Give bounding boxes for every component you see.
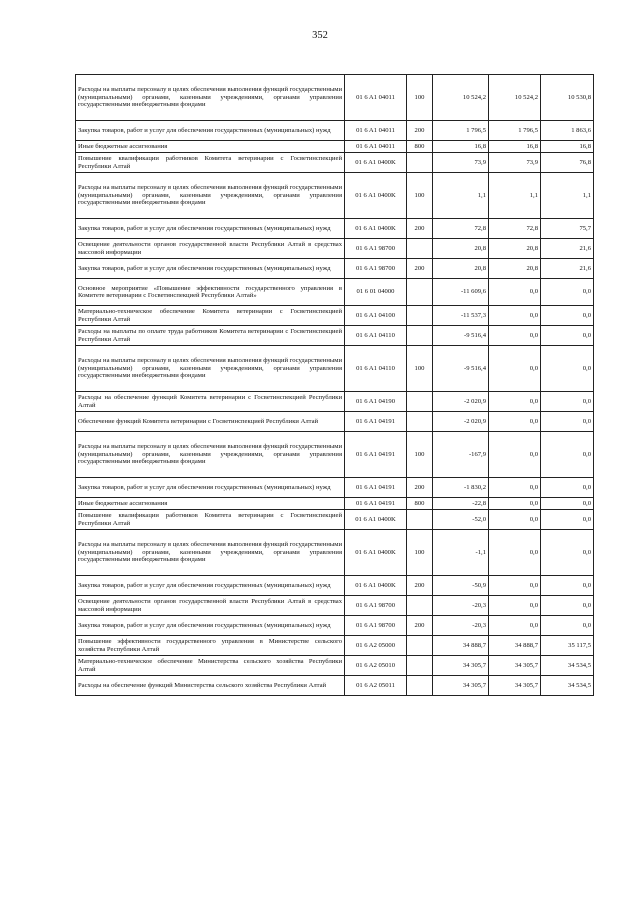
table-cell-expense-type: 100 bbox=[407, 75, 433, 121]
table-cell-name: Закупка товаров, работ и услуг для обеспечения государственных (муниципальных) нужд bbox=[76, 576, 345, 596]
table-cell-amount-1: -2 020,9 bbox=[433, 412, 489, 432]
table-cell-name: Освещение деятельности органов государственной власти Республики Алтай в средствах массовой информации bbox=[76, 239, 345, 259]
table-cell-amount-2: 0,0 bbox=[489, 530, 541, 576]
table-cell-amount-3: 34 534,5 bbox=[541, 676, 594, 696]
table-cell-amount-1: -2 020,9 bbox=[433, 392, 489, 412]
table-cell-expense-type: 100 bbox=[407, 432, 433, 478]
table-cell-amount-3: 1,1 bbox=[541, 173, 594, 219]
table-cell-code: 01 6 A1 0400K bbox=[345, 153, 407, 173]
table-cell-amount-1: 1,1 bbox=[433, 173, 489, 219]
table-cell-name: Расходы на обеспечение функций Министерства сельского хозяйства Республики Алтай bbox=[76, 676, 345, 696]
table-row bbox=[76, 616, 594, 636]
table-cell-amount-3: 0,0 bbox=[541, 306, 594, 326]
table-cell-amount-3: 0,0 bbox=[541, 530, 594, 576]
table-cell-expense-type bbox=[407, 412, 433, 432]
table-cell-code: 01 6 A1 04191 bbox=[345, 432, 407, 478]
table-row bbox=[76, 306, 594, 326]
table-cell-amount-3: 35 117,5 bbox=[541, 636, 594, 656]
table-cell-amount-2: 10 524,2 bbox=[489, 75, 541, 121]
table-row bbox=[76, 219, 594, 239]
table-cell-code: 01 6 A1 04191 bbox=[345, 478, 407, 498]
table-cell-amount-2: 0,0 bbox=[489, 576, 541, 596]
table-row bbox=[76, 576, 594, 596]
table-cell-name: Повышение квалификации работников Комитета ветеринарии с Госветинспекцией Республики Алтай bbox=[76, 510, 345, 530]
table-cell-name: Расходы на выплаты по оплате труда работников Комитета ветеринарии с Госветинспекцией Республики Алтай bbox=[76, 326, 345, 346]
table-cell-expense-type: 200 bbox=[407, 121, 433, 141]
table-cell-amount-3: 0,0 bbox=[541, 432, 594, 478]
table-cell-code: 01 6 A1 04110 bbox=[345, 346, 407, 392]
table-cell-amount-1: -20,3 bbox=[433, 616, 489, 636]
table-cell-amount-3: 21,6 bbox=[541, 239, 594, 259]
table-cell-amount-2: 16,8 bbox=[489, 141, 541, 153]
table-cell-amount-1: -11 609,6 bbox=[433, 279, 489, 306]
table-cell-amount-1: -167,9 bbox=[433, 432, 489, 478]
table-cell-code: 01 6 01 04000 bbox=[345, 279, 407, 306]
table-cell-amount-3: 0,0 bbox=[541, 510, 594, 530]
table-cell-name: Расходы на выплаты персоналу в целях обеспечения выполнения функций государственными (муниципальными) органами, казенными учреждениями, органами управления государственными внебюджетными фондами bbox=[76, 530, 345, 576]
table-cell-code: 01 6 A1 04011 bbox=[345, 75, 407, 121]
table-cell-code: 01 6 A2 05011 bbox=[345, 676, 407, 696]
table-cell-name: Обеспечение функций Комитета ветеринарии с Госветинспекцией Республики Алтай bbox=[76, 412, 345, 432]
table-cell-amount-3: 0,0 bbox=[541, 616, 594, 636]
table-cell-code: 01 6 A1 0400K bbox=[345, 530, 407, 576]
table-cell-code: 01 6 A1 04190 bbox=[345, 392, 407, 412]
table-cell-code: 01 6 A1 0400K bbox=[345, 576, 407, 596]
table-cell-amount-1: 34 305,7 bbox=[433, 656, 489, 676]
table-cell-code: 01 6 A1 04191 bbox=[345, 498, 407, 510]
table-cell-amount-1: -50,9 bbox=[433, 576, 489, 596]
table-cell-amount-2: 34 305,7 bbox=[489, 656, 541, 676]
table-cell-amount-3: 0,0 bbox=[541, 478, 594, 498]
table-cell-expense-type: 200 bbox=[407, 478, 433, 498]
table-cell-amount-1: -11 537,3 bbox=[433, 306, 489, 326]
table-cell-name: Расходы на обеспечение функций Комитета ветеринарии с Госветинспекцией Республики Алтай bbox=[76, 392, 345, 412]
table-cell-name: Закупка товаров, работ и услуг для обеспечения государственных (муниципальных) нужд bbox=[76, 219, 345, 239]
table-cell-amount-2: 72,8 bbox=[489, 219, 541, 239]
table-cell-amount-3: 16,8 bbox=[541, 141, 594, 153]
table-cell-code: 01 6 A1 98700 bbox=[345, 596, 407, 616]
table-cell-code: 01 6 A1 98700 bbox=[345, 616, 407, 636]
page-number: 352 bbox=[312, 30, 328, 41]
table-cell-expense-type: 200 bbox=[407, 219, 433, 239]
table-cell-expense-type: 200 bbox=[407, 616, 433, 636]
table-cell-amount-1: 73,9 bbox=[433, 153, 489, 173]
table-cell-expense-type: 800 bbox=[407, 498, 433, 510]
table-cell-expense-type: 800 bbox=[407, 141, 433, 153]
table-cell-expense-type: 100 bbox=[407, 530, 433, 576]
table-row bbox=[76, 141, 594, 153]
table-cell-amount-3: 0,0 bbox=[541, 596, 594, 616]
table-cell-name: Расходы на выплаты персоналу в целях обеспечения выполнения функций государственными (муниципальными) органами, казенными учреждениями, органами управления государственными внебюджетными фондами bbox=[76, 75, 345, 121]
table-cell-code: 01 6 A1 0400K bbox=[345, 219, 407, 239]
table-cell-amount-3: 34 534,5 bbox=[541, 656, 594, 676]
table-row bbox=[76, 392, 594, 412]
table-cell-amount-1: 20,8 bbox=[433, 259, 489, 279]
table-cell-name: Повышение эффективности государственного управления в Министерстве сельского хозяйства Республики Алтай bbox=[76, 636, 345, 656]
table-row bbox=[76, 153, 594, 173]
table-row bbox=[76, 121, 594, 141]
table-row bbox=[76, 239, 594, 259]
table-row bbox=[76, 412, 594, 432]
table-cell-amount-2: 1 796,5 bbox=[489, 121, 541, 141]
table-cell-amount-1: -22,8 bbox=[433, 498, 489, 510]
table-row bbox=[76, 346, 594, 392]
table-row bbox=[76, 432, 594, 478]
table-row bbox=[76, 173, 594, 219]
table-cell-amount-2: 0,0 bbox=[489, 392, 541, 412]
table-cell-amount-3: 0,0 bbox=[541, 392, 594, 412]
table-cell-expense-type bbox=[407, 153, 433, 173]
table-row bbox=[76, 676, 594, 696]
table-cell-amount-2: 34 305,7 bbox=[489, 676, 541, 696]
table-cell-name: Основное мероприятие «Повышение эффективности государственного управления в Комитете ветеринарии с Госветинспекцией Республики Алтай» bbox=[76, 279, 345, 306]
table-cell-name: Закупка товаров, работ и услуг для обеспечения государственных (муниципальных) нужд bbox=[76, 259, 345, 279]
table-cell-amount-2: 73,9 bbox=[489, 153, 541, 173]
table-cell-amount-2: 0,0 bbox=[489, 596, 541, 616]
table-cell-expense-type bbox=[407, 326, 433, 346]
table-cell-amount-1: 20,8 bbox=[433, 239, 489, 259]
table-cell-amount-2: 0,0 bbox=[489, 432, 541, 478]
table-row bbox=[76, 530, 594, 576]
table-cell-amount-1: -9 516,4 bbox=[433, 346, 489, 392]
table-cell-code: 01 6 A1 0400K bbox=[345, 510, 407, 530]
table-cell-code: 01 6 A1 04100 bbox=[345, 306, 407, 326]
table-cell-code: 01 6 A1 0400K bbox=[345, 173, 407, 219]
table-cell-expense-type bbox=[407, 656, 433, 676]
table-cell-name: Материально-техническое обеспечение Министерства сельского хозяйства Республики Алтай bbox=[76, 656, 345, 676]
table-cell-amount-1: -9 516,4 bbox=[433, 326, 489, 346]
table-cell-amount-2: 34 888,7 bbox=[489, 636, 541, 656]
table-cell-name: Расходы на выплаты персоналу в целях обеспечения выполнения функций государственными (муниципальными) органами, казенными учреждениями, органами управления государственными внебюджетными фондами bbox=[76, 432, 345, 478]
table-cell-name: Закупка товаров, работ и услуг для обеспечения государственных (муниципальных) нужд bbox=[76, 478, 345, 498]
table-row bbox=[76, 259, 594, 279]
table-cell-code: 01 6 A1 04011 bbox=[345, 121, 407, 141]
table-cell-amount-3: 21,6 bbox=[541, 259, 594, 279]
table-row bbox=[76, 326, 594, 346]
table-cell-amount-3: 0,0 bbox=[541, 412, 594, 432]
table-cell-amount-3: 0,0 bbox=[541, 346, 594, 392]
table-cell-code: 01 6 A1 04191 bbox=[345, 412, 407, 432]
table-cell-name: Закупка товаров, работ и услуг для обеспечения государственных (муниципальных) нужд bbox=[76, 616, 345, 636]
table-cell-amount-2: 1,1 bbox=[489, 173, 541, 219]
table-cell-expense-type: 200 bbox=[407, 576, 433, 596]
table-row bbox=[76, 478, 594, 498]
table-cell-amount-2: 20,8 bbox=[489, 259, 541, 279]
table-cell-expense-type bbox=[407, 676, 433, 696]
table-cell-code: 01 6 A1 98700 bbox=[345, 259, 407, 279]
table-cell-name: Иные бюджетные ассигнования bbox=[76, 498, 345, 510]
table-cell-amount-2: 0,0 bbox=[489, 279, 541, 306]
table-cell-code: 01 6 A2 05010 bbox=[345, 656, 407, 676]
table-row bbox=[76, 498, 594, 510]
table-cell-amount-2: 0,0 bbox=[489, 498, 541, 510]
table-cell-name: Материально-техническое обеспечение Комитета ветеринарии с Госветинспекцией Республики Алтай bbox=[76, 306, 345, 326]
table-cell-amount-2: 0,0 bbox=[489, 412, 541, 432]
table-cell-amount-2: 0,0 bbox=[489, 616, 541, 636]
table-cell-name: Расходы на выплаты персоналу в целях обеспечения выполнения функций государственными (муниципальными) органами, казенными учреждениями, органами управления государственными внебюджетными фондами bbox=[76, 173, 345, 219]
table-cell-expense-type bbox=[407, 596, 433, 616]
table-cell-amount-3: 1 863,6 bbox=[541, 121, 594, 141]
table-cell-expense-type: 100 bbox=[407, 346, 433, 392]
table-cell-name: Иные бюджетные ассигнования bbox=[76, 141, 345, 153]
table-cell-amount-3: 0,0 bbox=[541, 326, 594, 346]
table-row bbox=[76, 75, 594, 121]
budget-table bbox=[75, 74, 594, 696]
table-cell-amount-1: 16,8 bbox=[433, 141, 489, 153]
table-cell-code: 01 6 A1 04110 bbox=[345, 326, 407, 346]
table-row bbox=[76, 596, 594, 616]
table-cell-name: Расходы на выплаты персоналу в целях обеспечения выполнения функций государственными (муниципальными) органами, казенными учреждениями, органами управления государственными внебюджетными фондами bbox=[76, 346, 345, 392]
table-cell-amount-3: 76,8 bbox=[541, 153, 594, 173]
table-cell-amount-1: -1 830,2 bbox=[433, 478, 489, 498]
table-cell-code: 01 6 A2 05000 bbox=[345, 636, 407, 656]
table-cell-amount-1: 34 305,7 bbox=[433, 676, 489, 696]
table-row bbox=[76, 279, 594, 306]
table-cell-expense-type: 100 bbox=[407, 173, 433, 219]
table-cell-amount-2: 0,0 bbox=[489, 326, 541, 346]
table-cell-amount-3: 0,0 bbox=[541, 576, 594, 596]
table-cell-amount-3: 10 530,8 bbox=[541, 75, 594, 121]
table-cell-expense-type bbox=[407, 510, 433, 530]
table-cell-amount-2: 0,0 bbox=[489, 306, 541, 326]
table-cell-code: 01 6 A1 98700 bbox=[345, 239, 407, 259]
table-cell-name: Повышение квалификации работников Комитета ветеринарии с Госветинспекцией Республики Алтай bbox=[76, 153, 345, 173]
table-cell-amount-1: -52,0 bbox=[433, 510, 489, 530]
table-cell-name: Освещение деятельности органов государственной власти Республики Алтай в средствах массовой информации bbox=[76, 596, 345, 616]
table-cell-expense-type bbox=[407, 392, 433, 412]
table-cell-amount-3: 0,0 bbox=[541, 279, 594, 306]
table-cell-amount-1: -1,1 bbox=[433, 530, 489, 576]
table-cell-amount-2: 0,0 bbox=[489, 346, 541, 392]
table-cell-expense-type bbox=[407, 306, 433, 326]
table-cell-amount-1: 1 796,5 bbox=[433, 121, 489, 141]
table-cell-amount-1: 34 888,7 bbox=[433, 636, 489, 656]
table-cell-amount-2: 20,8 bbox=[489, 239, 541, 259]
table-row bbox=[76, 656, 594, 676]
table-cell-amount-3: 0,0 bbox=[541, 498, 594, 510]
table-cell-amount-2: 0,0 bbox=[489, 510, 541, 530]
table-cell-amount-3: 75,7 bbox=[541, 219, 594, 239]
table-cell-expense-type bbox=[407, 279, 433, 306]
table-cell-name: Закупка товаров, работ и услуг для обеспечения государственных (муниципальных) нужд bbox=[76, 121, 345, 141]
table-cell-amount-1: 10 524,2 bbox=[433, 75, 489, 121]
table-cell-expense-type bbox=[407, 239, 433, 259]
table-cell-amount-2: 0,0 bbox=[489, 478, 541, 498]
table-row bbox=[76, 510, 594, 530]
table-cell-amount-1: 72,8 bbox=[433, 219, 489, 239]
table-cell-expense-type bbox=[407, 636, 433, 656]
table-cell-code: 01 6 A1 04011 bbox=[345, 141, 407, 153]
table-cell-expense-type: 200 bbox=[407, 259, 433, 279]
table-cell-amount-1: -20,3 bbox=[433, 596, 489, 616]
table-row bbox=[76, 636, 594, 656]
